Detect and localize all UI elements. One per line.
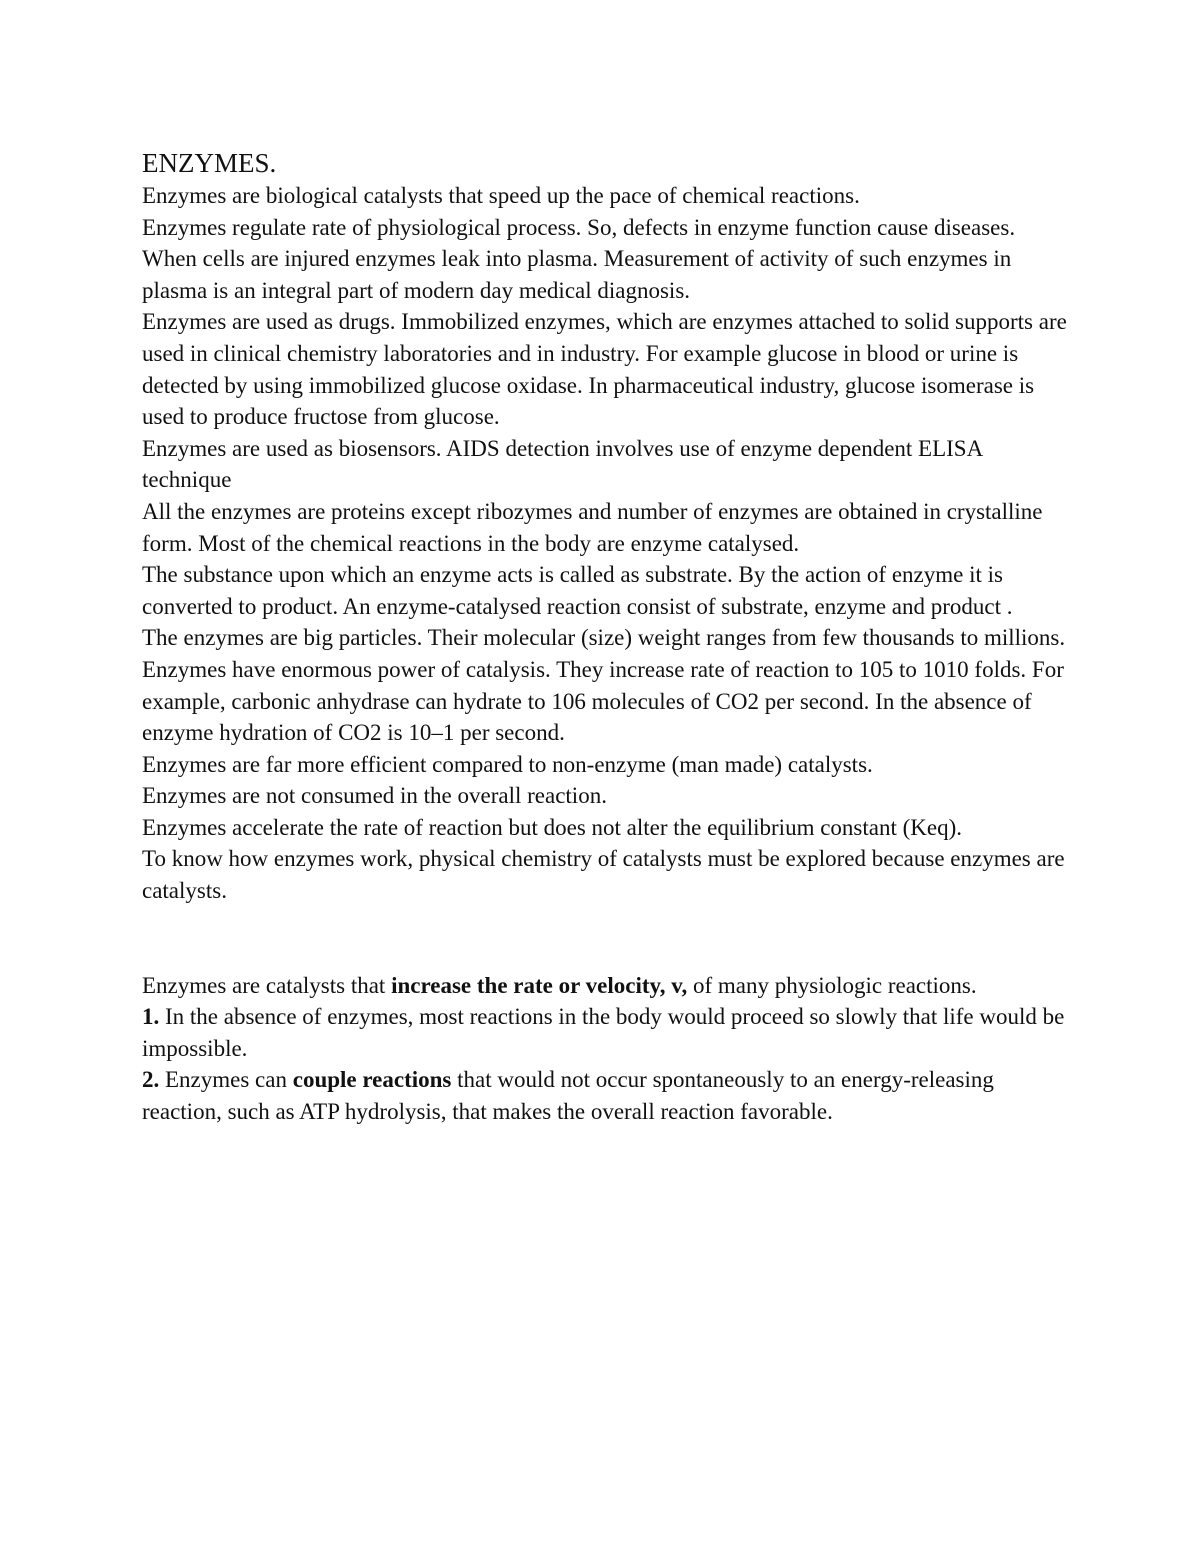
paragraph-5: Enzymes are used as biosensors. AIDS detection involves use of enzyme dependent ELISA technique — [142, 435, 982, 493]
section-spacer — [142, 907, 1072, 970]
paragraph-7: The substance upon which an enzyme acts is called as substrate. By the action of enzyme it is converted to product. An enzyme-catalysed reaction consist of substrate, enzyme and product . — [142, 562, 1013, 619]
section2-item-1-number: 1. — [142, 1004, 160, 1030]
paragraph-8: The enzymes are big particles. Their molecular (size) weight ranges from few thousands to millions. — [142, 625, 1066, 651]
paragraph-6: All the enzymes are proteins except ribozymes and number of enzymes are obtained in crystalline form. Most of the chemical reactions in the body are enzyme catalysed. — [142, 498, 1043, 556]
document-body — [142, 146, 1072, 1128]
section2-item-2 — [142, 1064, 1072, 1127]
section2-item-2-number: 2. — [142, 1067, 160, 1093]
paragraph-1: Enzymes are biological catalysts that speed up the pace of chemical reactions. — [142, 183, 860, 208]
section2-intro-bold: increase the rate or velocity, v, — [391, 972, 688, 998]
document-title: ENZYMES. — [142, 148, 277, 178]
paragraph-13: To know how enzymes work, physical chemistry of catalysts must be explored because enzymes are catalysts. — [142, 846, 1065, 904]
section2-item-2-after: that would not occur spontaneously to an energy-releasing reaction, such as ATP hydrolysis, that makes the overall reaction favorable. — [142, 1067, 994, 1125]
paragraph-12: Enzymes accelerate the rate of reaction but does not alter the equilibrium constant (Keq). — [142, 814, 962, 840]
paragraph-2: Enzymes regulate rate of physiological process. So, defects in enzyme function cause diseases. — [142, 214, 1016, 240]
paragraph-9: Enzymes have enormous power of catalysis. They increase rate of reaction to 105 to 1010 folds. For example, carbonic anhydrase can hydrate to 106 molecules of CO2 per second. In the absence of enzyme hydration of CO2 is 10–1 per second. — [142, 656, 1064, 746]
section2-intro-before: Enzymes are catalysts that — [142, 972, 392, 998]
section2-item-1-text: In the absence of enzymes, most reactions in the body would proceed so slowly that life would be impossible. — [142, 1004, 1065, 1061]
section2-item-2-bold: couple reactions — [292, 1067, 452, 1093]
paragraph-11: Enzymes are not consumed in the overall reaction. — [142, 783, 607, 809]
section2-item-1 — [142, 1001, 1072, 1064]
section2-intro — [142, 970, 1072, 1002]
paragraph-10: Enzymes are far more efficient compared to non-enzyme (man made) catalysts. — [142, 751, 873, 777]
section2-item-2-before: Enzymes can — [159, 1067, 293, 1093]
paragraph-4: Enzymes are used as drugs. Immobilized enzymes, which are enzymes attached to solid supports are used in clinical chemistry laboratories and in industry. For example glucose in blood or urine is detected by using immobilized glucose oxidase. In pharmaceutical industry, glucose isomerase is used to produce fructose from glucose. — [142, 309, 1067, 430]
section2-intro-after: of many physiologic reactions. — [687, 972, 977, 998]
paragraph-3: When cells are injured enzymes leak into plasma. Measurement of activity of such enzymes in plasma is an integral part of modern day medical diagnosis. — [142, 246, 1012, 303]
